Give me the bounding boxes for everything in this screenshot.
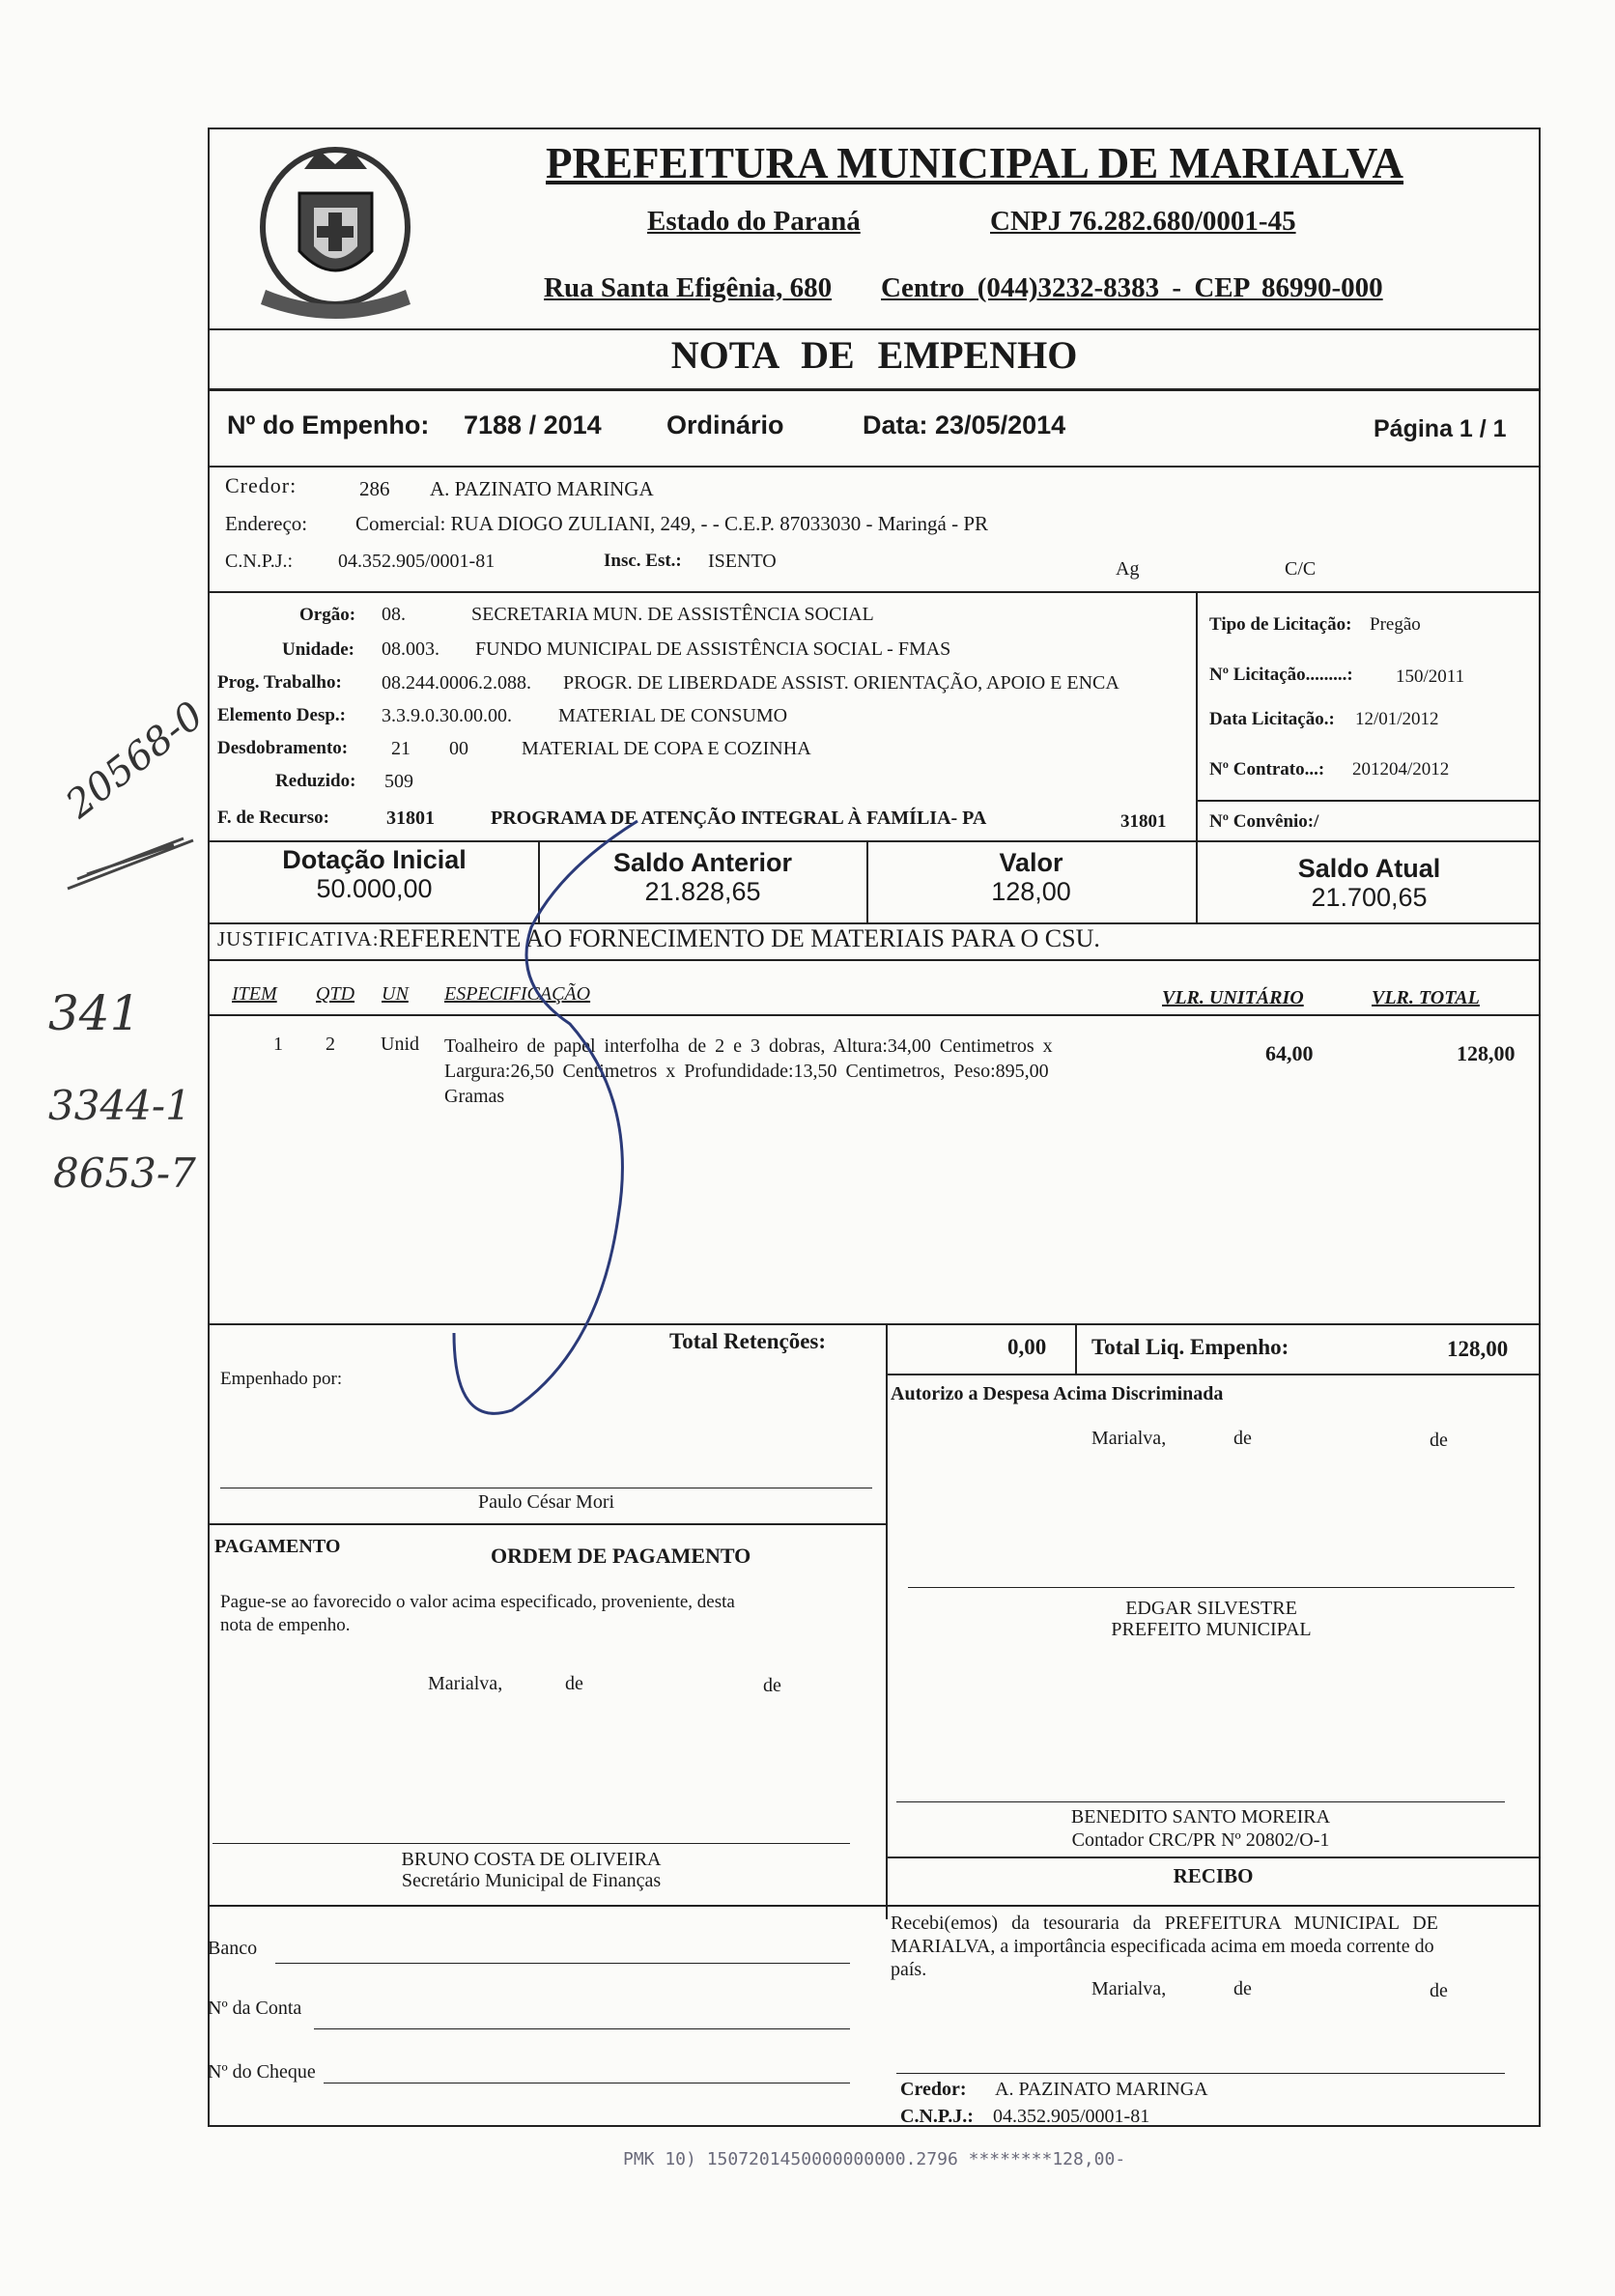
liq-empenho-label: Total Liq. Empenho:	[1091, 1335, 1289, 1359]
municipality-title: PREFEITURA MUNICIPAL DE MARIALVA	[546, 139, 1404, 187]
desdob-label: Desdobramento:	[217, 738, 349, 758]
empenho-date: Data: 23/05/2014	[863, 411, 1066, 439]
recibo-cnpj-label: C.N.P.J.:	[900, 2106, 974, 2127]
prog-code: 08.244.0006.2.088.	[382, 672, 531, 694]
valor-value: 128,00	[991, 877, 1071, 906]
pagamento-text-2: nota de empenho.	[220, 1615, 351, 1635]
num-licitacao: 150/2011	[1396, 666, 1465, 687]
recurso-code-2: 31801	[1120, 811, 1167, 832]
prog-name: PROGR. DE LIBERDADE ASSIST. ORIENTAÇÃO, APOIO E ENCA	[563, 672, 1119, 694]
pen-stroke-icon	[367, 811, 676, 1420]
autorizo-de-1: de	[1233, 1428, 1252, 1449]
tipo-licitacao: Pregão	[1370, 614, 1421, 635]
item-qtd: 2	[326, 1034, 335, 1055]
tipo-licitacao-label: Tipo de Licitação:	[1209, 614, 1352, 635]
recibo-de-2: de	[1430, 1980, 1448, 2001]
item-number: 1	[273, 1034, 283, 1055]
num-licitacao-label: Nº Licitação.........:	[1209, 665, 1353, 685]
recibo-credor: A. PAZINATO MARINGA	[995, 2079, 1208, 2100]
unidade-code: 08.003.	[382, 638, 439, 660]
recibo-text-2: MARIALVA, a importância especificada acima em moeda corrente do	[891, 1936, 1434, 1957]
footer-stamp: PMK 10) 1507201450000000000.2796 ********128,00-	[623, 2149, 1126, 2169]
empenhado-label: Empenhado por:	[220, 1369, 343, 1389]
empenho-number: 7188 / 2014	[464, 411, 602, 439]
coat-of-arms-icon	[232, 135, 439, 338]
prefeito-cargo: PREFEITO MUNICIPAL	[1111, 1619, 1312, 1640]
contador-nome: BENEDITO SANTO MOREIRA	[1070, 1806, 1331, 1828]
recurso-name: PROGRAMA DE ATENÇÃO INTEGRAL À FAMÍLIA- PA	[491, 808, 987, 829]
cnpj: CNPJ 76.282.680/0001-45	[990, 206, 1296, 237]
pagamento-text-1: Pague-se ao favorecido o valor acima especificado, proveniente, desta	[220, 1592, 735, 1612]
col-total: VLR. TOTAL	[1372, 987, 1480, 1008]
autorizo-city: Marialva,	[1091, 1428, 1167, 1449]
credor-label: Credor:	[225, 473, 298, 497]
pagamento-label: PAGAMENTO	[214, 1536, 341, 1557]
state-name: Estado do Paraná	[647, 206, 861, 237]
pagamento-de-1: de	[565, 1673, 583, 1694]
pagamento-de-2: de	[763, 1675, 781, 1696]
recibo-de-1: de	[1233, 1978, 1252, 1999]
data-licitacao-label: Data Licitação.:	[1209, 709, 1335, 729]
saldo-atual-label: Saldo Atual	[1297, 854, 1441, 883]
banco-label: Banco	[208, 1938, 258, 1959]
item-spec-2: Largura:26,50 Centimetros x Profundidade:13,50 Centimetros, Peso:895,00	[444, 1061, 1049, 1082]
col-unit: VLR. UNITÁRIO	[1162, 987, 1304, 1008]
item-un: Unid	[381, 1034, 419, 1055]
contador-cargo: Contador CRC/PR Nº 20802/O-1	[1071, 1829, 1330, 1851]
unidade-label: Unidade:	[282, 639, 354, 660]
reduzido-value: 509	[384, 771, 413, 792]
orgao-name: SECRETARIA MUN. DE ASSISTÊNCIA SOCIAL	[471, 604, 874, 625]
prog-label: Prog. Trabalho:	[217, 672, 342, 693]
cc-label: C/C	[1285, 558, 1317, 580]
prefeito-nome: EDGAR SILVESTRE	[1125, 1598, 1297, 1619]
retencoes-label: Total Retenções:	[669, 1329, 827, 1353]
handwritten-note-2: 341	[48, 985, 141, 1041]
secretario-cargo: Secretário Municipal de Finanças	[401, 1870, 662, 1891]
item-unit-value: 64,00	[1265, 1041, 1314, 1065]
item-spec-3: Gramas	[444, 1086, 505, 1107]
desdob-name: MATERIAL DE COPA E COZINHA	[522, 738, 811, 759]
recibo-credor-label: Credor:	[900, 2079, 967, 2100]
autorizo-de-2: de	[1430, 1430, 1448, 1451]
cheque-label: Nº do Cheque	[208, 2061, 316, 2083]
unidade-name: FUNDO MUNICIPAL DE ASSISTÊNCIA SOCIAL - FMAS	[475, 638, 951, 660]
valor-label: Valor	[999, 848, 1063, 877]
handwritten-note-1: 20568-0	[58, 693, 212, 828]
handwritten-note-3: 3344-1	[48, 1082, 191, 1129]
orgao-code: 08.	[382, 604, 406, 625]
credor-cnpj: 04.352.905/0001-81	[338, 551, 496, 572]
conta-label: Nº da Conta	[208, 1998, 302, 2019]
empenhado-nome: Paulo César Mori	[477, 1491, 615, 1513]
item-spec-1: Toalheiro de papel interfolha de 2 e 3 dobras, Altura:34,00 Centimetros x	[444, 1035, 1053, 1057]
empenho-type: Ordinário	[666, 411, 784, 439]
data-licitacao: 12/01/2012	[1355, 709, 1439, 729]
recurso-label: F. de Recurso:	[217, 808, 329, 828]
doc-title: NOTA DE EMPENHO	[670, 333, 1078, 377]
desdob-b: 00	[449, 738, 468, 759]
col-qtd: QTD	[316, 983, 355, 1005]
handwritten-note-4: 8653-7	[53, 1149, 196, 1197]
empenho-label: Nº do Empenho:	[227, 411, 430, 439]
dotacao-value: 50.000,00	[316, 874, 433, 903]
justificativa-label: JUSTIFICATIVA:	[217, 927, 380, 950]
recibo-cnpj: 04.352.905/0001-81	[993, 2106, 1150, 2127]
pagamento-city: Marialva,	[428, 1673, 503, 1694]
liq-empenho-value: 128,00	[1447, 1337, 1509, 1361]
street-address: Rua Santa Efigênia, 680	[544, 272, 833, 303]
elem-name: MATERIAL DE CONSUMO	[558, 705, 788, 726]
credor-name: A. PAZINATO MARINGA	[430, 477, 654, 500]
scribble-icon	[58, 821, 203, 898]
saldo-anterior-label: Saldo Anterior	[612, 848, 793, 877]
saldo-atual-value: 21.700,65	[1311, 883, 1428, 912]
address-label: Endereço:	[225, 512, 308, 535]
recibo-text-3: país.	[891, 1959, 927, 1980]
contrato-value: 201204/2012	[1352, 759, 1450, 780]
orgao-label: Orgão:	[299, 605, 356, 625]
elem-label: Elemento Desp.:	[217, 705, 346, 725]
item-total-value: 128,00	[1457, 1041, 1516, 1065]
recurso-code: 31801	[386, 808, 435, 829]
recibo-title: RECIBO	[1173, 1864, 1254, 1887]
credor-address: Comercial: RUA DIOGO ZULIANI, 249, - - C.E.P. 87033030 - Maringá - PR	[355, 512, 989, 535]
insc-value: ISENTO	[708, 551, 777, 572]
reduzido-label: Reduzido:	[275, 771, 356, 791]
col-item: ITEM	[232, 983, 277, 1005]
insc-label: Insc. Est.:	[604, 551, 682, 571]
cnpj-label: C.N.P.J.:	[225, 551, 294, 572]
credor-code: 286	[359, 477, 390, 500]
ag-label: Ag	[1116, 558, 1140, 580]
saldo-anterior-value: 21.828,65	[644, 877, 761, 906]
secretario-nome: BRUNO COSTA DE OLIVEIRA	[401, 1849, 662, 1870]
desdob-a: 21	[391, 738, 411, 759]
col-spec: ESPECIFICAÇÃO	[444, 983, 591, 1005]
elem-code: 3.3.9.0.30.00.00.	[382, 705, 512, 726]
contrato-label: Nº Contrato...:	[1209, 759, 1325, 780]
page-number: Página 1 / 1	[1374, 415, 1507, 442]
ordem-pagamento: ORDEM DE PAGAMENTO	[491, 1544, 751, 1568]
recibo-city: Marialva,	[1091, 1978, 1167, 1999]
retencoes-value: 0,00	[1007, 1335, 1047, 1359]
autorizo-text: Autorizo a Despesa Acima Discriminada	[891, 1383, 1224, 1404]
col-un: UN	[382, 983, 409, 1005]
convenio-label: Nº Convênio:/	[1209, 811, 1319, 832]
justificativa-text: REFERENTE AO FORNECIMENTO DE MATERIAIS PARA O CSU.	[379, 924, 1100, 952]
address-rest: Centro (044)3232-8383 - CEP 86990-000	[881, 272, 1383, 303]
recibo-text-1: Recebi(emos) da tesouraria da PREFEITURA MUNICIPAL DE	[891, 1913, 1438, 1934]
dotacao-label: Dotação Inicial	[282, 845, 467, 874]
